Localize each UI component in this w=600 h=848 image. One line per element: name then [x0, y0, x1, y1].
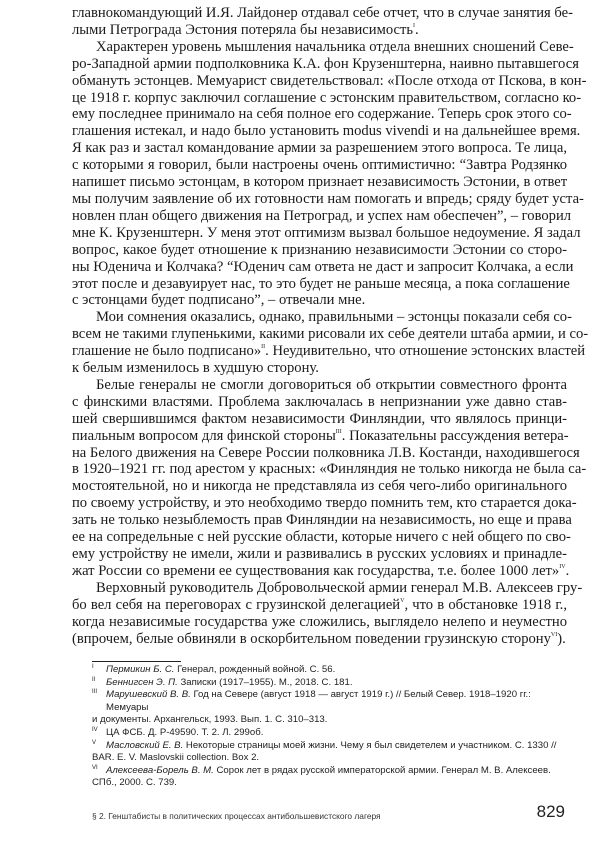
text-segment: шей свершившимся фактом независимости Финляндии, что являлось принци- [72, 410, 567, 427]
footnote-text: Некоторые страницы моей жизни. Чему я был свидетелем и участником. С. 1330 // [185, 739, 557, 751]
text-line [72, 546, 567, 563]
text-line [72, 5, 573, 22]
footnote-text: Год на Севере (август 1918 — август 1919 г.) // Белый Север. 1918–1920 гг.: Мемуары [106, 689, 531, 713]
text-segment: с эстонцами будет подписано”, – отвечали мне. [72, 292, 366, 309]
text-line [72, 478, 567, 495]
text-segment: по своему устройству, и это необходимо твердо помнить тем, кто старается дока- [72, 495, 577, 512]
text-line [72, 140, 567, 157]
text-segment: мы получим заявление об их готовности нам помогать и впредь; сряду будет уста- [72, 190, 584, 207]
text-line [72, 275, 570, 293]
text-line [72, 38, 574, 56]
text-segment: ему устройству не имели, жили и развивались в русских условиях и принадле- [72, 546, 567, 562]
text-line [72, 495, 577, 512]
footnote-line [92, 664, 567, 677]
text-segment: зать не только незыблемость прав Финляндии на независимость, но еще и права [72, 512, 572, 529]
text-line [72, 292, 567, 309]
text-segment: когда независимые государства уже сложились, выглядело нелепо и неуместно [72, 613, 567, 630]
footnote-line [92, 677, 567, 690]
text-line [72, 72, 587, 90]
text-segment: этот после и дезавуирует нас, то это будет не раньше месяца, а пока соглашение [72, 275, 570, 292]
text-line [72, 157, 567, 174]
text-line [72, 326, 589, 343]
footnote-text: и документы. Архангельск, 1993. Вып. 1. С. 310–313. [92, 714, 328, 726]
footnote [92, 727, 567, 740]
text-segment: глашения истекал, и надо было установить modus vivendi и на дальнейшее время. [72, 123, 581, 140]
text-segment: новлен план общего движения на Петроград, и успех нам обеспечен”, – говорил [72, 207, 572, 224]
footnote-line [92, 777, 567, 790]
text-line [72, 579, 583, 597]
text-segment: напишет письмо эстонцам, в котором признает независимость Эстонии, в ответ [72, 174, 568, 191]
text-segment: жат России со времени ее существования как государства, т.е. более 1000 лет» [72, 562, 560, 579]
footnote-marker: IV [92, 726, 98, 733]
footnote-line [92, 727, 567, 740]
text-segment: ему последнее принимало на себя полное его содержание. Теперь срок этого со- [72, 106, 572, 123]
text-segment: . Неудивительно, что отношение эстонских властей [265, 343, 586, 360]
text-line [72, 309, 572, 326]
text-segment: на Белого движения на Севере России полковника Л.В. Костанди, находившегося [72, 444, 580, 461]
text-line [72, 360, 567, 377]
footnote-author: Марушевский В. В. [106, 689, 191, 701]
text-line [72, 207, 572, 225]
text-segment: глашение не было подписано» [72, 343, 262, 360]
text-segment: . [415, 21, 419, 38]
text-line [72, 123, 581, 140]
text-line [72, 190, 584, 208]
footnote-line [92, 714, 567, 727]
footnote-line [92, 689, 567, 714]
text-segment: лыми Петрограда Эстония потеряла бы независимость [72, 21, 414, 38]
footnote-author: Беннигсен Э. П. [106, 676, 178, 688]
text-segment: Мои сомнения оказались, однако, правильными – эстонцы показали себя со- [96, 309, 572, 326]
footnote-reference: II [261, 344, 266, 351]
text-segment: мостоятельной, но и никогда не представляла из себя чего-либо оригинального [72, 478, 567, 495]
text-line [72, 22, 567, 39]
text-segment: ро-Западной армии подполковника К.А. фон Крузенштерна, наивно пытавшегося [72, 55, 579, 72]
text-segment: Я как раз и застал командование армии за разрешением этого вопроса. Те лица, [72, 140, 567, 157]
text-line [72, 631, 567, 648]
text-line [72, 106, 572, 123]
text-line [72, 562, 570, 580]
footnote-author: Масловский Е. В. [106, 739, 184, 751]
text-line [72, 89, 582, 107]
footnote-divider [92, 661, 181, 662]
text-segment: Белые генералы не смогли договориться об открытии совместного фронта [96, 376, 567, 393]
text-line [72, 411, 567, 428]
text-segment: . Показательны рассуждения ветера- [341, 427, 569, 444]
text-line [72, 258, 574, 276]
text-line [72, 377, 567, 394]
paragraph [72, 5, 573, 39]
footnote-marker: III [92, 689, 98, 696]
text-line [72, 55, 579, 73]
text-segment: . [565, 562, 570, 579]
footnote [92, 689, 567, 727]
footnote-reference: IV [559, 563, 566, 570]
text-segment: пиальным вопросом для финской стороны [72, 427, 336, 444]
footnote-text: СПб., 2000. С. 739. [92, 777, 177, 789]
text-segment: к белым изменилось в худшую сторону. [72, 360, 319, 377]
footnote [92, 765, 567, 790]
footnote [92, 664, 567, 677]
text-line [72, 512, 572, 529]
text-line [72, 597, 567, 614]
footnote-text: Сорок лет в рядах русской императорской армии. Генерал М. В. Алексеев. [216, 764, 551, 776]
text-segment: мне К. Крузенштерн. У меня этот оптимизм вызвал большое недоумение. Я задал [72, 224, 581, 241]
text-segment: , что в обстановке 1918 г., [404, 596, 567, 613]
footnote-marker: II [92, 676, 96, 683]
text-line [72, 242, 567, 259]
paragraph [72, 38, 587, 310]
footnote-text: ЦА ФСБ. Д. Р-49590. Т. 2. Л. 299об. [106, 726, 264, 738]
footnote-marker: I [92, 664, 94, 670]
text-line [72, 428, 567, 445]
footnote-reference: V [400, 597, 405, 604]
footnote-author: Алексеева-Борель В. М. [106, 764, 214, 776]
paragraph [72, 376, 587, 580]
footnote-marker: V [92, 739, 97, 746]
text-line [72, 444, 580, 462]
footnote-reference: VI [550, 631, 558, 638]
body-text [72, 5, 589, 647]
footnote-line [92, 740, 567, 753]
text-segment: всем не такими глупенькими, какими рисовали их себе деятели штаба армии, и со- [72, 326, 589, 343]
footnote [92, 677, 567, 690]
footnote-text: Записки (1917–1955). М., 2018. С. 181. [180, 676, 353, 688]
footnote-text: BAR. E. V. Maslovskii collection. Box 2. [92, 752, 260, 764]
footnotes [92, 664, 567, 790]
text-segment: вопрос, какое будет отношение к признанию независимости Эстонии со сторо- [72, 241, 567, 258]
paragraph [72, 309, 589, 377]
text-segment: ее на сопредельные с ней русские области, которые ничего с ней общего по сво- [72, 529, 571, 546]
text-segment: це 1918 г. корпус заключил соглашение с эстонским правительством, согласно ко- [72, 89, 582, 106]
footnote-marker: VI [92, 764, 98, 771]
footnote-reference: III [335, 428, 342, 435]
text-segment: обмануть эстонцев. Мемуарист свидетельствовал: «После отхода от Пскова, в кон- [72, 72, 587, 89]
text-line [72, 224, 581, 242]
footnote [92, 740, 567, 765]
text-segment: ны Юденича и Колчака? “Юденич сам ответа не даст и запросит Колчака, а если [72, 258, 574, 275]
text-line [72, 394, 567, 411]
text-segment: с которыми я говорил, были настроены очень оптимистично: “Завтра Родзянко [72, 157, 567, 174]
text-segment: бо вел себя на переговорах с грузинской делегацией [72, 596, 401, 613]
text-segment: Верховный руководитель Добровольческой армии генерал М.В. Алексеев гру- [96, 579, 583, 596]
text-segment: в 1920–1921 гг. под арестом у красных: «Финляндия не только никогда не была са- [72, 461, 587, 478]
text-line [72, 614, 567, 631]
text-line [72, 174, 567, 191]
text-segment: (впрочем, белые обвиняли в оскорбительном поведении грузинскую сторону [72, 630, 551, 647]
text-line [72, 461, 587, 478]
text-segment: с финскими властями. Проблема заключалась в непризнании уже давно став- [72, 393, 567, 410]
text-segment: главнокомандующий И.Я. Лайдонер отдавал себе отчет, что в случае занятия бе- [72, 5, 573, 21]
footnote-line [92, 752, 567, 765]
text-segment: ). [557, 630, 566, 647]
text-segment: Характерен уровень мышления начальника отдела внешних сношений Севе- [96, 38, 574, 55]
footnote-reference: I [413, 22, 416, 29]
footnote-line [92, 765, 567, 778]
footnote-text: Генерал, рожденный войной. С. 56. [177, 664, 336, 675]
text-line [72, 343, 586, 360]
paragraph [72, 579, 583, 648]
text-line [72, 529, 571, 546]
page-number: 829 [536, 802, 565, 821]
footnote-author: Пермикин Б. С. [106, 664, 175, 675]
running-footer-title: § 2. Генштабисты в политических процессах антибольшевистского лагеря [92, 811, 381, 821]
